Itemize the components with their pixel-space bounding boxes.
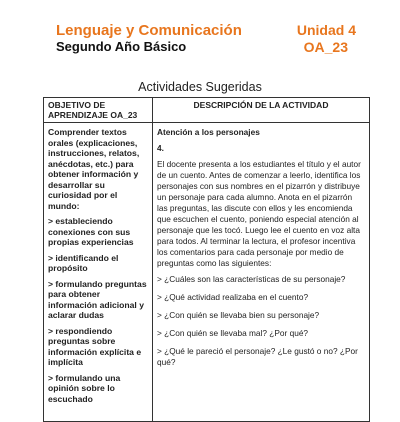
unit-label: Unidad 4 xyxy=(296,22,356,38)
description-column-header: DESCRIPCIÓN DE LA ACTIVIDAD xyxy=(153,98,370,123)
question-item: > ¿Qué actividad realizaba en el cuento? xyxy=(157,292,309,302)
activity-number: 4. xyxy=(157,143,164,153)
objective-intro: Comprender textos orales (explicaciones, instrucciones, relatos, anécdotas, etc.) para obtener información y desarrollar su curiosidad por el mundo: xyxy=(48,127,140,211)
question-item: > ¿Qué le pareció el personaje? ¿Le gustó o no? ¿Por qué? xyxy=(157,346,358,367)
objective-cell xyxy=(44,123,153,422)
question-item: > ¿Cuáles son las características de su personaje? xyxy=(157,274,346,284)
question-item: > ¿Con quién se llevaba bien su personaje? xyxy=(157,310,320,320)
subject-title: Lenguaje y Comunicación xyxy=(56,22,242,39)
question-item: > ¿Con quién se llevaba mal? ¿Por qué? xyxy=(157,328,309,338)
grade-title: Segundo Año Básico xyxy=(56,39,187,54)
table-row xyxy=(44,123,370,422)
objective-item: > formulando una opinión sobre lo escuchado xyxy=(48,372,121,404)
objective-item: > identificando el propósito xyxy=(48,252,119,273)
objective-code: OA_23 xyxy=(303,39,348,55)
objective-item: > respondiendo preguntas sobre información explícita e implícita xyxy=(48,325,142,367)
description-cell xyxy=(153,123,370,422)
objective-column-header: OBJETIVO DE APRENDIZAJE OA_23 xyxy=(44,98,153,123)
table-header-row xyxy=(44,98,370,123)
document-header xyxy=(56,22,356,58)
activity-description: El docente presenta a los estudiantes el título y el autor de un cuento. Antes de comenzar a leerlo, identifica los personajes con sus nombres en el pizarrón y distribuye un personaje para cada alumno. Anota en el pizarrón las preguntas, las discute con ellos y les encomienda que escuchen el cuento, poniendo especial atención al personaje que les tocó. Luego lee el cuento en voz alta para todos. Al terminar la lectura, el profesor incentiva los comentarios para cada personaje por medio de preguntas como las siguientes: xyxy=(157,159,361,268)
activity-title: Atención a los personajes xyxy=(157,127,260,137)
objective-item: > estableciendo conexiones con sus propias experiencias xyxy=(48,216,134,247)
objective-item: > formulando preguntas para obtener información adicional y aclarar dudas xyxy=(48,278,147,320)
section-title: Actividades Sugeridas xyxy=(138,80,262,94)
activity-table xyxy=(43,97,370,422)
